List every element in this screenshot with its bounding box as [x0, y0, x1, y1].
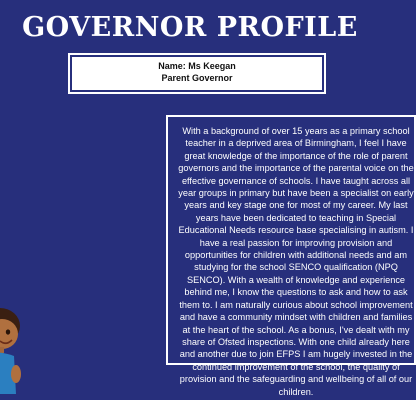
name-box — [70, 55, 324, 92]
bio-text: With a background of over 15 years as a primary school teacher in a deprived area of Birmingham, I feel I have great knowledge of the importance of the role of parent governors and the importance of the parental voice on the effective governance of schools. I have taught across all year groups in primary but have been a specialist on early years and key stage one for most of my career. My last years have been dedicated to teaching in Special Educational Needs resource base specialising in autism. I have a real passion for improving provision and opportunities for children with additional needs and am studying for the school SENCO qualification (NPQ SENCO). With a wealth of knowledge and experience behind me, I know the questions to ask and how to ask them to. I am naturally curious about school improvement and have a community mindset with children and families at the heart of the school. As a bonus, I've dealt with my share of Ofsted inspections. With one child already here and another due to join EFPS I am hugely invested in the continued improvement of the school, the quality of provision and the safeguarding and wellbeing of all of our children. — [178, 126, 414, 397]
child-avatar-icon — [0, 304, 26, 394]
governor-name: Name: Ms Keegan — [158, 61, 236, 71]
page-title: GOVERNOR PROFILE — [22, 12, 358, 43]
governor-role: Parent Governor — [161, 73, 233, 83]
bio-box — [166, 115, 416, 397]
